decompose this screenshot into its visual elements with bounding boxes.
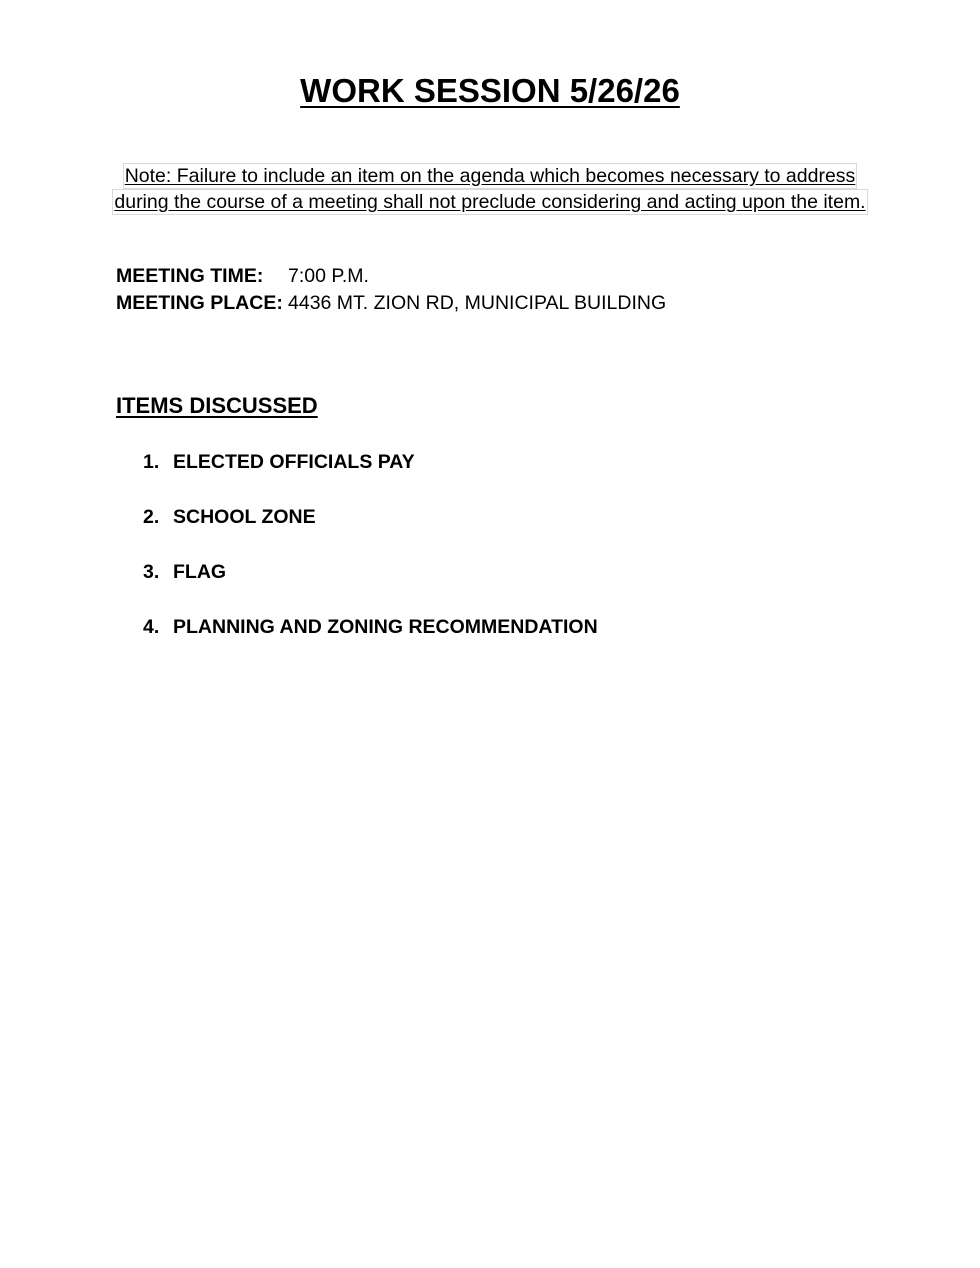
meeting-place-label: MEETING PLACE: <box>116 292 283 314</box>
list-item <box>143 451 598 506</box>
list-item <box>143 616 598 671</box>
meeting-time-row <box>116 263 666 290</box>
agenda-note-line: Note: Failure to include an item on the agenda which becomes necessary to address <box>124 165 856 187</box>
meeting-details <box>116 263 666 317</box>
list-item-number: 3. <box>143 561 160 583</box>
page-title: WORK SESSION 5/26/26 <box>300 72 680 109</box>
list-item-label: ELECTED OFFICIALS PAY <box>173 451 415 473</box>
list-item <box>143 561 598 616</box>
meeting-time-value: 7:00 P.M. <box>288 265 369 287</box>
list-item-label: PLANNING AND ZONING RECOMMENDATION <box>173 616 598 638</box>
list-item-number: 1. <box>143 451 160 473</box>
list-item-number: 4. <box>143 616 160 638</box>
list-item <box>143 506 598 561</box>
agenda-note-line: during the course of a meeting shall not preclude considering and acting upon the item. <box>114 191 866 213</box>
agenda-note <box>0 163 980 215</box>
list-item-label: SCHOOL ZONE <box>173 506 316 528</box>
meeting-place-value: 4436 MT. ZION RD, MUNICIPAL BUILDING <box>288 292 667 314</box>
meeting-place-row <box>116 290 666 317</box>
list-item-label: FLAG <box>173 561 227 583</box>
list-item-number: 2. <box>143 506 160 528</box>
items-list <box>143 451 598 671</box>
items-discussed-heading: ITEMS DISCUSSED <box>116 393 318 418</box>
meeting-time-label: MEETING TIME: <box>116 265 264 287</box>
